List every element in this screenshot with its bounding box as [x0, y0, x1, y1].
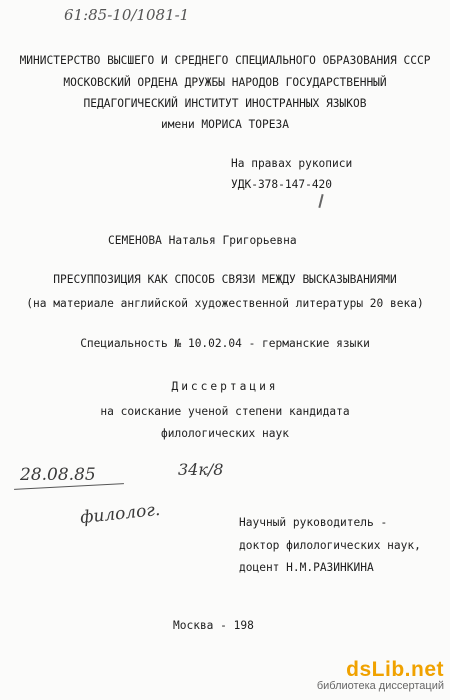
- supervisor-name: доцент Н.М.РАЗИНКИНА: [239, 561, 374, 574]
- author-name: СЕМЕНОВА Наталья Григорьевна: [108, 234, 297, 247]
- udk-code: УДК-378-147-420: [231, 178, 333, 191]
- manuscript-rights: На правах рукописи: [231, 157, 353, 170]
- specialty: Специальность № 10.02.04 - германские языки: [80, 337, 370, 350]
- degree-purpose: на соискание ученой степени кандидата: [100, 405, 350, 418]
- watermark-logo: dsLib.net: [346, 658, 444, 681]
- institute-line-2: ПЕДАГОГИЧЕСКИЙ ИНСТИТУТ ИНОСТРАННЫХ ЯЗЫКОВ: [83, 97, 367, 110]
- institute-line-3: имени МОРИСА ТОРЕЗА: [161, 118, 289, 131]
- supervisor-title: доктор филологических наук,: [239, 539, 421, 552]
- handwritten-archive-code: 61:85-10/1081-1: [64, 6, 190, 24]
- ministry-line: МИНИСТЕРСТВО ВЫСШЕГО И СРЕДНЕГО СПЕЦИАЛЬНОГО ОБРАЗОВАНИЯ СССР: [19, 54, 431, 67]
- handwritten-date: 28.08.85: [20, 465, 96, 485]
- handwritten-field-note: филолог.: [79, 499, 162, 529]
- degree-field: филологических наук: [161, 427, 289, 440]
- thesis-title-line-1: ПРЕСУППОЗИЦИЯ КАК СПОСОБ СВЯЗИ МЕЖДУ ВЫСКАЗЫВАНИЯМИ: [53, 273, 397, 286]
- pen-mark: [318, 194, 323, 208]
- place-and-year: Москва - 198: [173, 619, 254, 632]
- watermark-caption: библиотека диссертаций: [316, 680, 444, 692]
- dslib-watermark[interactable]: [317, 658, 444, 692]
- institute-line-1: МОСКОВСКИЙ ОРДЕНА ДРУЖБЫ НАРОДОВ ГОСУДАРСТВЕННЫЙ: [63, 76, 387, 89]
- supervisor-role: Научный руководитель -: [239, 516, 388, 529]
- thesis-title-line-2: (на материале английской художественной литературы 20 века): [26, 297, 424, 310]
- dissertation-heading: Диссертация: [171, 380, 279, 393]
- handwritten-number: 34к/8: [178, 460, 224, 479]
